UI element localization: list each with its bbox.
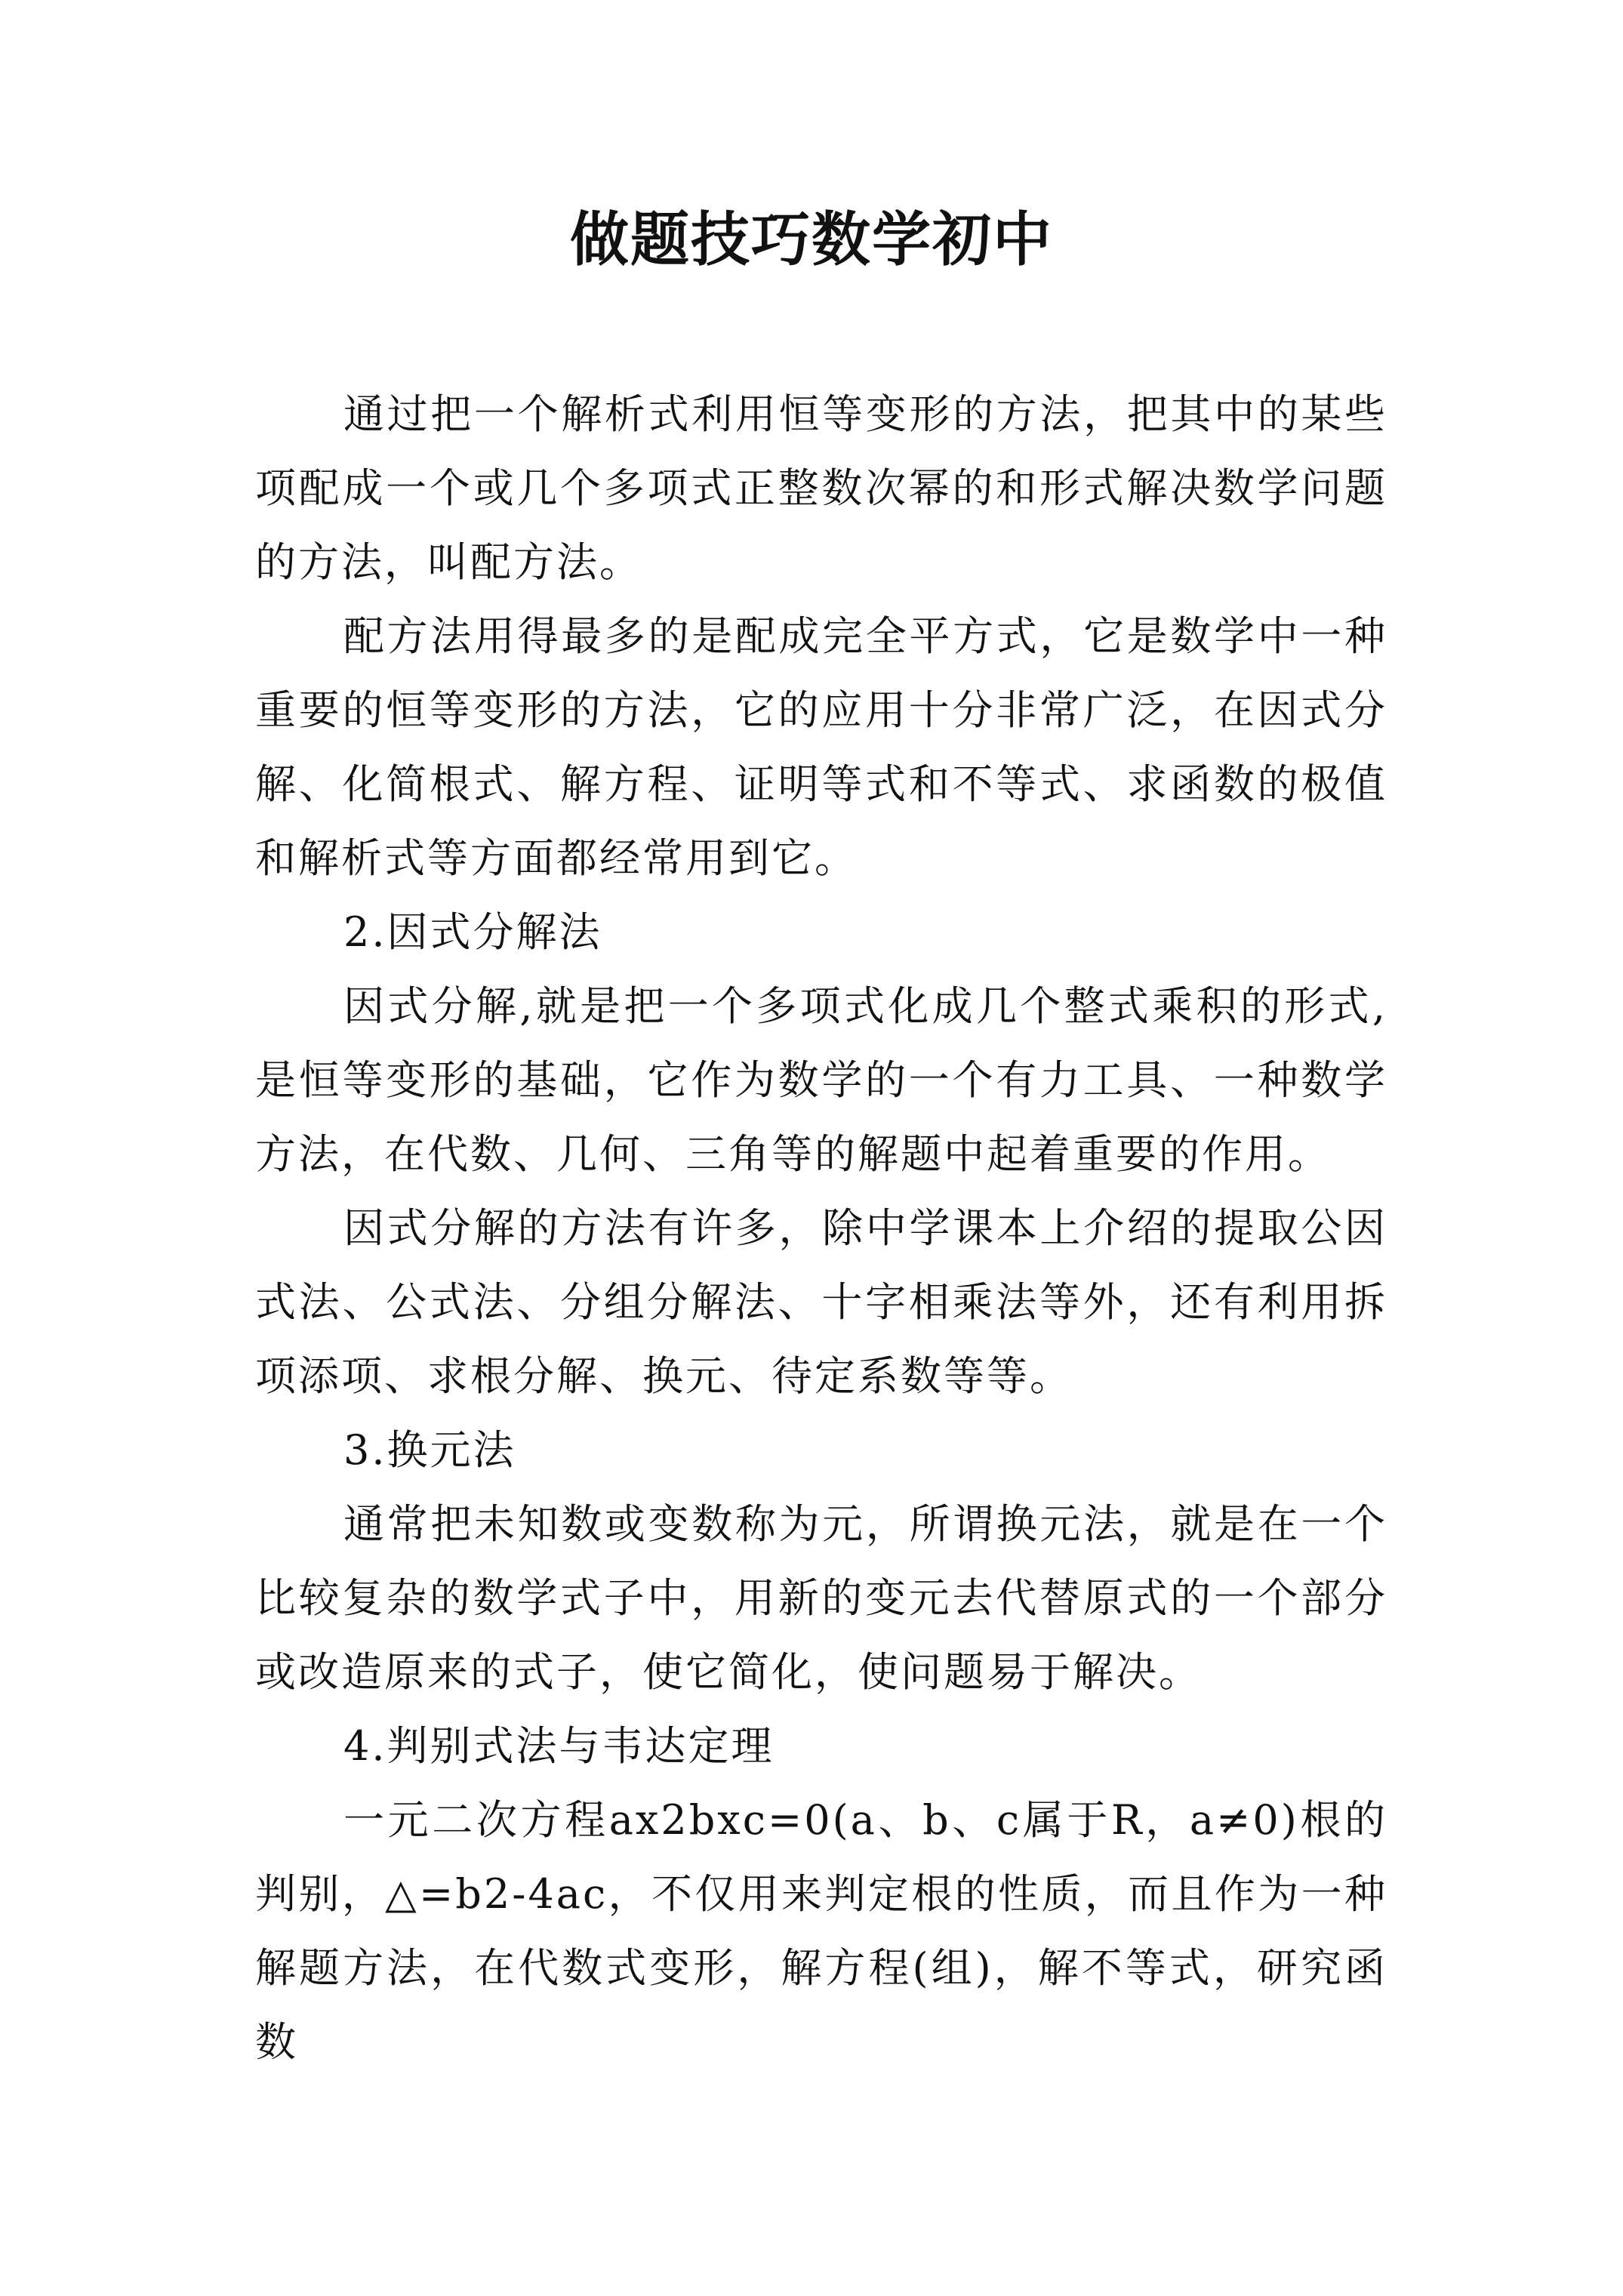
document-title: 做题技巧数学初中	[569, 205, 1053, 274]
paragraph-factorization-methods: 因式分解的方法有许多，除中学课本上介绍的提取公因式法、公式法、分组分解法、十字相乘法等外，还有利用拆项添项、求根分解、换元、待定系数等等。	[255, 1204, 1387, 1400]
paragraph-factorization-definition: 因式分解,就是把一个多项式化成几个整式乘积的形式,是恒等变形的基础，它作为数学的一个有力工具、一种数学方法，在代数、几何、三角等的解题中起着重要的作用。	[255, 982, 1387, 1178]
section-heading-discriminant-vieta: 4.判别式法与韦达定理	[343, 1722, 775, 1770]
document-body	[255, 378, 1387, 2079]
paragraph-substitution-definition: 通常把未知数或变数称为元，所谓换元法，就是在一个比较复杂的数学式子中，用新的变元去代替原式的一个部分或改造原来的式子，使它简化，使问题易于解决。	[255, 1500, 1387, 1696]
paragraph-discriminant-definition: 一元二次方程ax2bxc=0(a、b、c属于R，a≠0)根的判别，△=b2-4ac，不仅用来判定根的性质，而且作为一种解题方法，在代数式变形，解方程(组)，解不等式，研究函数	[255, 1796, 1387, 2066]
section-heading-substitution: 3.换元法	[343, 1426, 516, 1474]
paragraph-completing-square-usage: 配方法用得最多的是配成完全平方式，它是数学中一种重要的恒等变形的方法，它的应用十分非常广泛，在因式分解、化简根式、解方程、证明等式和不等式、求函数的极值和解析式等方面都经常用到它。	[255, 612, 1387, 882]
section-heading-factorization: 2.因式分解法	[343, 908, 602, 956]
paragraph-completing-square-intro: 通过把一个解析式利用恒等变形的方法，把其中的某些项配成一个或几个多项式正整数次幂的和形式解决数学问题的方法，叫配方法。	[255, 390, 1387, 586]
